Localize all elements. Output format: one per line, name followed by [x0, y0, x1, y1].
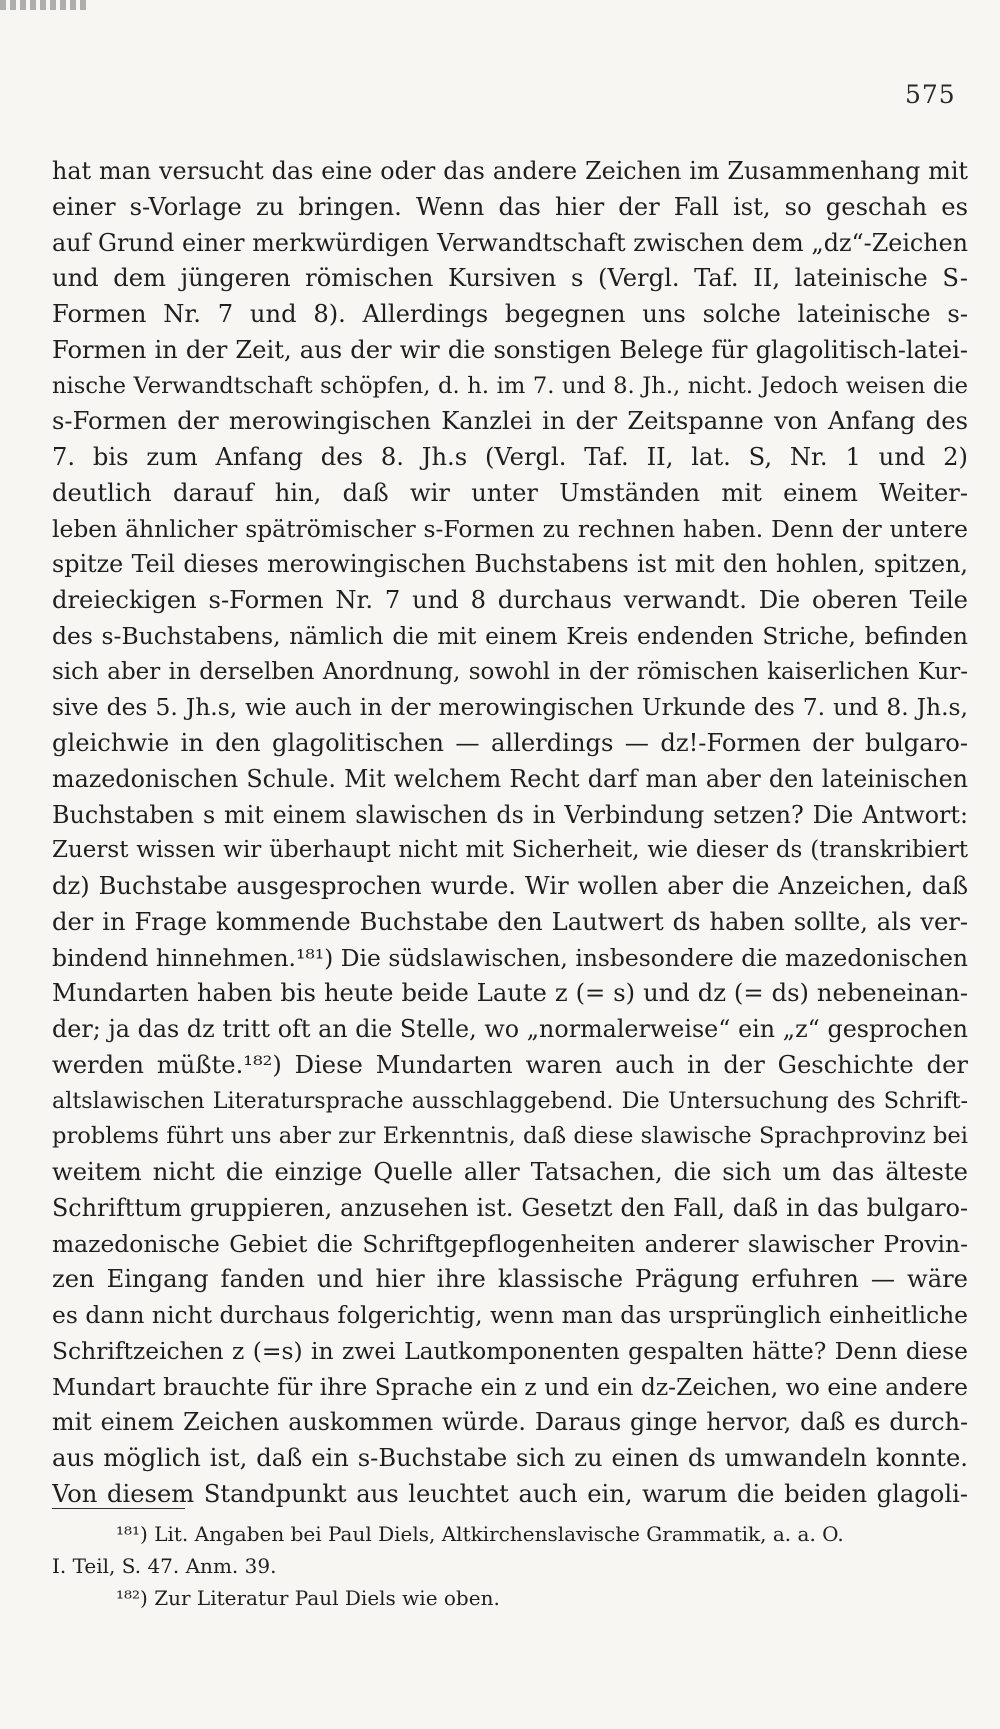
- text-line: Formen in der Zeit, aus der wir die sonstigen Belege für glagolitisch-latei-: [52, 335, 968, 364]
- footnote-181-continued: I. Teil, S. 47. Anm. 39.: [52, 1554, 277, 1578]
- text-line: deutlich darauf hin, daß wir unter Umständen mit einem Weiter-: [52, 478, 968, 507]
- text-line: einer s-Vorlage zu bringen. Wenn das hier der Fall ist, so geschah es: [52, 192, 968, 221]
- text-line: nische Verwandtschaft schöpfen, d. h. im 7. und 8. Jh., nicht. Jedoch weisen die: [52, 372, 968, 399]
- text-line: dz) Buchstabe ausgesprochen wurde. Wir wollen aber die Anzeichen, daß: [52, 872, 968, 900]
- text-line: sich aber in derselben Anordnung, sowohl in der römischen kaiserlichen Kur-: [52, 658, 968, 685]
- text-line: leben ähnlicher spätrömischer s-Formen zu rechnen haben. Denn der untere: [52, 514, 968, 543]
- text-line: mazedonischen Schule. Mit welchem Recht darf man aber den lateinischen: [52, 764, 968, 793]
- scan-edge-mark: [0, 0, 90, 10]
- footnotes: [52, 1518, 968, 1614]
- page-number: 575: [905, 80, 956, 109]
- text-line: hat man versucht das eine oder das andere Zeichen im Zusammenhang mit: [52, 157, 968, 185]
- text-line: mazedonische Gebiet die Schriftgepflogenheiten anderer slawischer Provin-: [52, 1229, 968, 1258]
- footnote-divider: [52, 1508, 185, 1509]
- text-line: Schriftzeichen z (=s) in zwei Lautkomponenten gespalten hätte? Denn diese: [52, 1336, 968, 1365]
- text-line: dreieckigen s-Formen Nr. 7 und 8 durchaus verwandt. Die oberen Teile: [52, 586, 968, 614]
- text-line: Formen Nr. 7 und 8). Allerdings begegnen uns solche lateinische s-: [52, 300, 968, 328]
- text-line: sive des 5. Jh.s, wie auch in der merowingischen Urkunde des 7. und 8. Jh.s,: [52, 693, 968, 722]
- text-line: problems führt uns aber zur Erkenntnis, daß diese slawische Sprachprovinz bei: [52, 1123, 968, 1150]
- text-line: Buchstaben s mit einem slawischen ds in Verbindung setzen? Die Antwort:: [52, 800, 968, 829]
- text-line: Zuerst wissen wir überhaupt nicht mit Sicherheit, wie dieser ds (transkribiert: [52, 837, 968, 864]
- text-line: altslawischen Literatursprache ausschlaggebend. Die Untersuchung des Schrift-: [52, 1087, 968, 1114]
- text-line: der in Frage kommende Buchstabe den Lautwert ds haben sollte, als ver-: [52, 907, 968, 936]
- text-line: auf Grund einer merkwürdigen Verwandtschaft zwischen dem „dz“-Zeichen: [52, 228, 968, 257]
- text-line: gleichwie in den glagolitischen — allerdings — dz!-Formen der bulgaro-: [52, 729, 968, 757]
- footnote-181: ¹⁸¹) Lit. Angaben bei Paul Diels, Altkirchenslavische Grammatik, a. a. O.: [116, 1522, 844, 1546]
- text-line: weitem nicht die einzige Quelle aller Tatsachen, die sich um das älteste: [52, 1158, 968, 1186]
- text-line: Mundarten haben bis heute beide Laute z (= s) und dz (= ds) nebeneinan-: [52, 979, 968, 1008]
- text-line: 7. bis zum Anfang des 8. Jh.s (Vergl. Taf. II, lat. S, Nr. 1 und 2): [52, 443, 968, 471]
- text-line: Von diesem Standpunkt aus leuchtet auch ein, warum die beiden glagoli-: [52, 1479, 968, 1508]
- text-line: spitze Teil dieses merowingischen Buchstabens ist mit den hohlen, spitzen,: [52, 550, 968, 579]
- text-line: werden müßte.¹⁸²) Diese Mundarten waren auch in der Geschichte der: [52, 1050, 968, 1079]
- text-line: aus möglich ist, daß ein s-Buchstabe sich zu einen ds umwandeln konnte.: [52, 1444, 968, 1472]
- body-text: [52, 154, 968, 1513]
- footnote-182: ¹⁸²) Zur Literatur Paul Diels wie oben.: [116, 1586, 500, 1610]
- text-line: zen Eingang fanden und hier ihre klassische Prägung erfuhren — wäre: [52, 1265, 968, 1294]
- text-line: bindend hinnehmen.¹⁸¹) Die südslawischen, insbesondere die mazedonischen: [52, 943, 968, 972]
- text-line: es dann nicht durchaus folgerichtig, wenn man das ursprünglich einheitliche: [52, 1301, 968, 1329]
- text-line: mit einem Zeichen auskommen würde. Daraus ginge hervor, daß es durch-: [52, 1408, 968, 1437]
- text-line: der; ja das dz tritt oft an die Stelle, wo „normalerweise“ ein „z“ gesprochen: [52, 1015, 968, 1043]
- text-line: Mundart brauchte für ihre Sprache ein z und ein dz-Zeichen, wo eine andere: [52, 1372, 968, 1401]
- text-line: und dem jüngeren römischen Kursiven s (Vergl. Taf. II, lateinische S-: [52, 264, 968, 293]
- text-line: des s-Buchstabens, nämlich die mit einem Kreis endenden Striche, befinden: [52, 621, 968, 650]
- text-line: s-Formen der merowingischen Kanzlei in der Zeitspanne von Anfang des: [52, 407, 968, 436]
- text-line: Schrifttum gruppieren, anzusehen ist. Gesetzt den Fall, daß in das bulgaro-: [52, 1193, 968, 1222]
